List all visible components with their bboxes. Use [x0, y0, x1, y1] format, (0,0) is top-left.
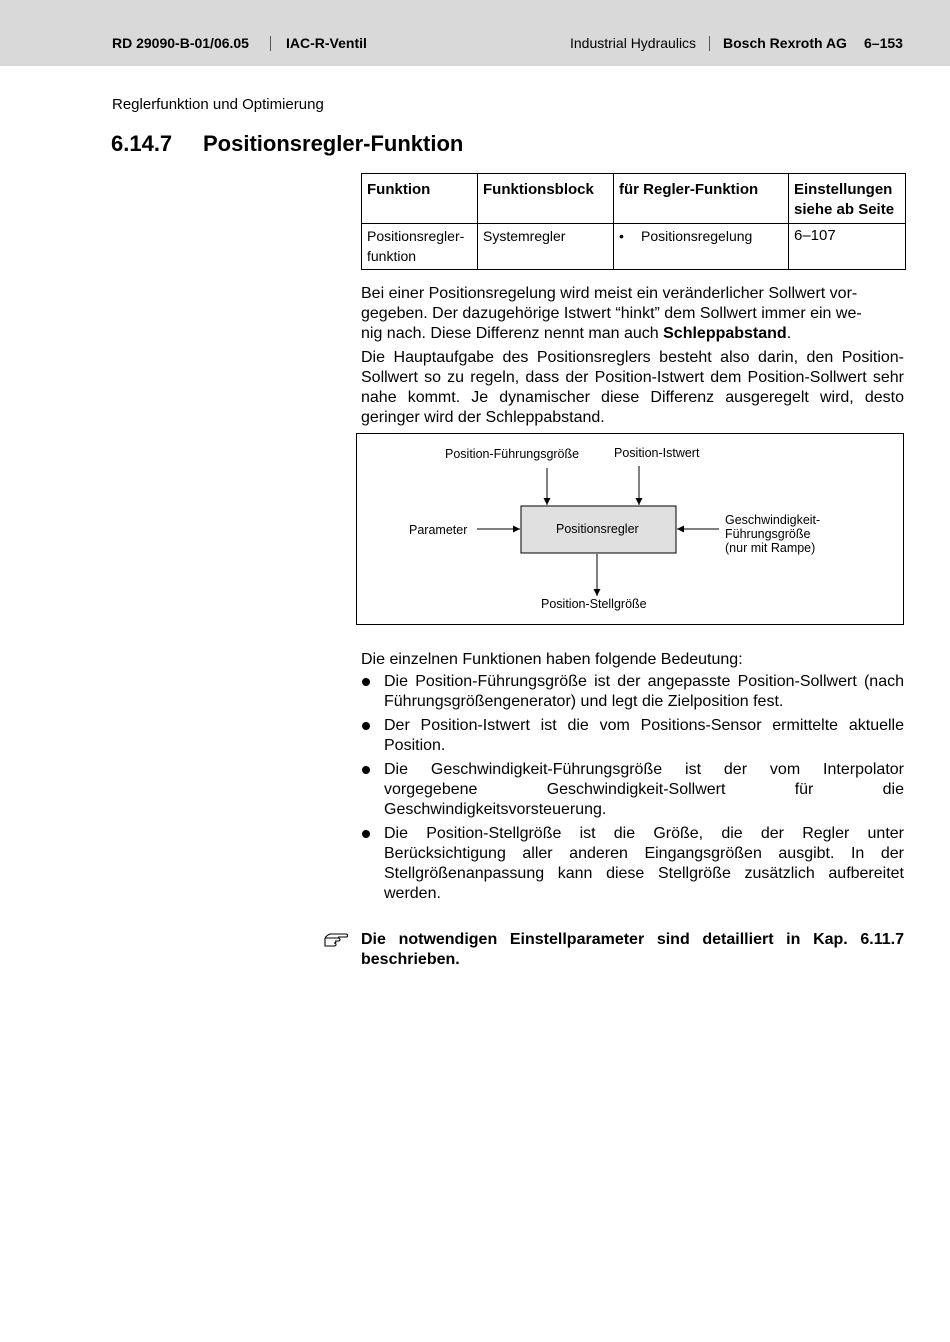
company-name: Bosch Rexroth AG	[723, 35, 847, 51]
header-divider	[270, 36, 271, 51]
list-intro: Die einzelnen Funktionen haben folgende Bedeutung:	[361, 651, 743, 668]
table-header-cell: für Regler-Funktion	[614, 174, 789, 224]
bullet-icon	[362, 766, 370, 774]
table-header-cell: Funktion	[362, 174, 478, 224]
table-cell: 6–107	[789, 224, 906, 270]
function-table	[361, 173, 906, 270]
list-item-text: Die Geschwindigkeit-Führungsgröße ist der vom Interpolator vorgegebene Geschwindigkeit-Sollwert für die Geschwindigkeitsvorsteuerung.	[384, 761, 904, 818]
paragraph-text: nig nach. Diese Differenz nennt man auch	[361, 325, 659, 342]
list-item	[361, 824, 904, 904]
list-item-text: Die Position-Führungsgröße ist der angepasste Position-Sollwert (nach Führungsgrößengenerator) und legt die Zielposition fest.	[384, 673, 904, 710]
table-row	[362, 224, 906, 270]
paragraph-line: gegeben. Der dazugehörige Istwert “hinkt” dem Sollwert immer ein we-	[361, 305, 862, 322]
bullet-icon	[362, 830, 370, 838]
doc-id: RD 29090-B-01/06.05	[112, 35, 249, 51]
label-parameter: Parameter	[409, 523, 468, 537]
product-name: IAC-R-Ventil	[286, 35, 367, 51]
list-item-text: Die Position-Stellgröße ist die Größe, die der Regler unter Berücksichtigung aller anderen Eingangsgrößen ausgibt. In der Stellgrößenanpassung kann diese Stellgröße zusätzlich aufbereitet werden.	[384, 825, 904, 902]
bullet-icon	[362, 678, 370, 686]
label-position-setpoint: Position-Führungsgröße	[445, 447, 580, 461]
page-title: Positionsregler-Funktion	[203, 131, 464, 156]
paragraph-line: Bei einer Positionsregelung wird meist ein veränderlicher Sollwert vor-	[361, 285, 858, 302]
table-header-row	[362, 174, 906, 224]
paragraph-intro	[361, 284, 904, 344]
pointing-hand-icon	[324, 930, 348, 950]
paragraph-end: .	[786, 325, 792, 342]
section-label: Reglerfunktion und Optimierung	[112, 96, 324, 113]
page-number: 6–153	[864, 35, 903, 51]
table-cell-text: Positionsregelung	[641, 228, 753, 244]
page-header	[0, 0, 950, 66]
label-controller: Positionsregler	[556, 522, 639, 536]
bullet-icon	[362, 722, 370, 730]
label-line: Führungsgröße	[725, 527, 811, 541]
header-category: Industrial Hydraulics	[570, 35, 697, 51]
paragraph-task: Die Hauptaufgabe des Positionsreglers besteht also darin, den Position-Sollwert so zu regeln, dass der Position-Istwert dem Position-Sollwert sehr nahe kommt. Je dynamischer diese Differenz ausgeregelt wird, desto geringer wird der Schleppabstand.	[361, 349, 904, 426]
meaning-list	[361, 672, 904, 908]
label-velocity-setpoint	[725, 513, 820, 555]
table-header-cell: Funktionsblock	[478, 174, 614, 224]
label-position-actual: Position-Istwert	[614, 446, 700, 460]
list-item	[361, 760, 904, 820]
table-cell: Positionsregler-funktion	[362, 224, 478, 270]
term-bold: Schleppabstand	[663, 325, 787, 342]
paragraph-line	[361, 324, 904, 344]
list-item-text: Der Position-Istwert ist die vom Positions-Sensor ermittelte aktuelle Position.	[384, 717, 904, 754]
label-line: Geschwindigkeit-	[725, 513, 821, 527]
header-divider	[709, 36, 710, 51]
table-cell: Systemregler	[478, 224, 614, 270]
list-item	[361, 672, 904, 712]
bullet-icon: •	[619, 228, 624, 244]
table-header-cell: Einstellungen siehe ab Seite	[789, 174, 906, 224]
label-line: (nur mit Rampe)	[725, 541, 816, 555]
heading-number: 6.14.7	[111, 131, 173, 156]
table-cell	[614, 224, 789, 270]
block-diagram	[356, 433, 904, 625]
list-item	[361, 716, 904, 756]
note-text: Die notwendigen Einstellparameter sind detailliert in Kap. 6.11.7 beschrieben.	[361, 931, 904, 968]
label-position-output: Position-Stellgröße	[541, 597, 647, 611]
